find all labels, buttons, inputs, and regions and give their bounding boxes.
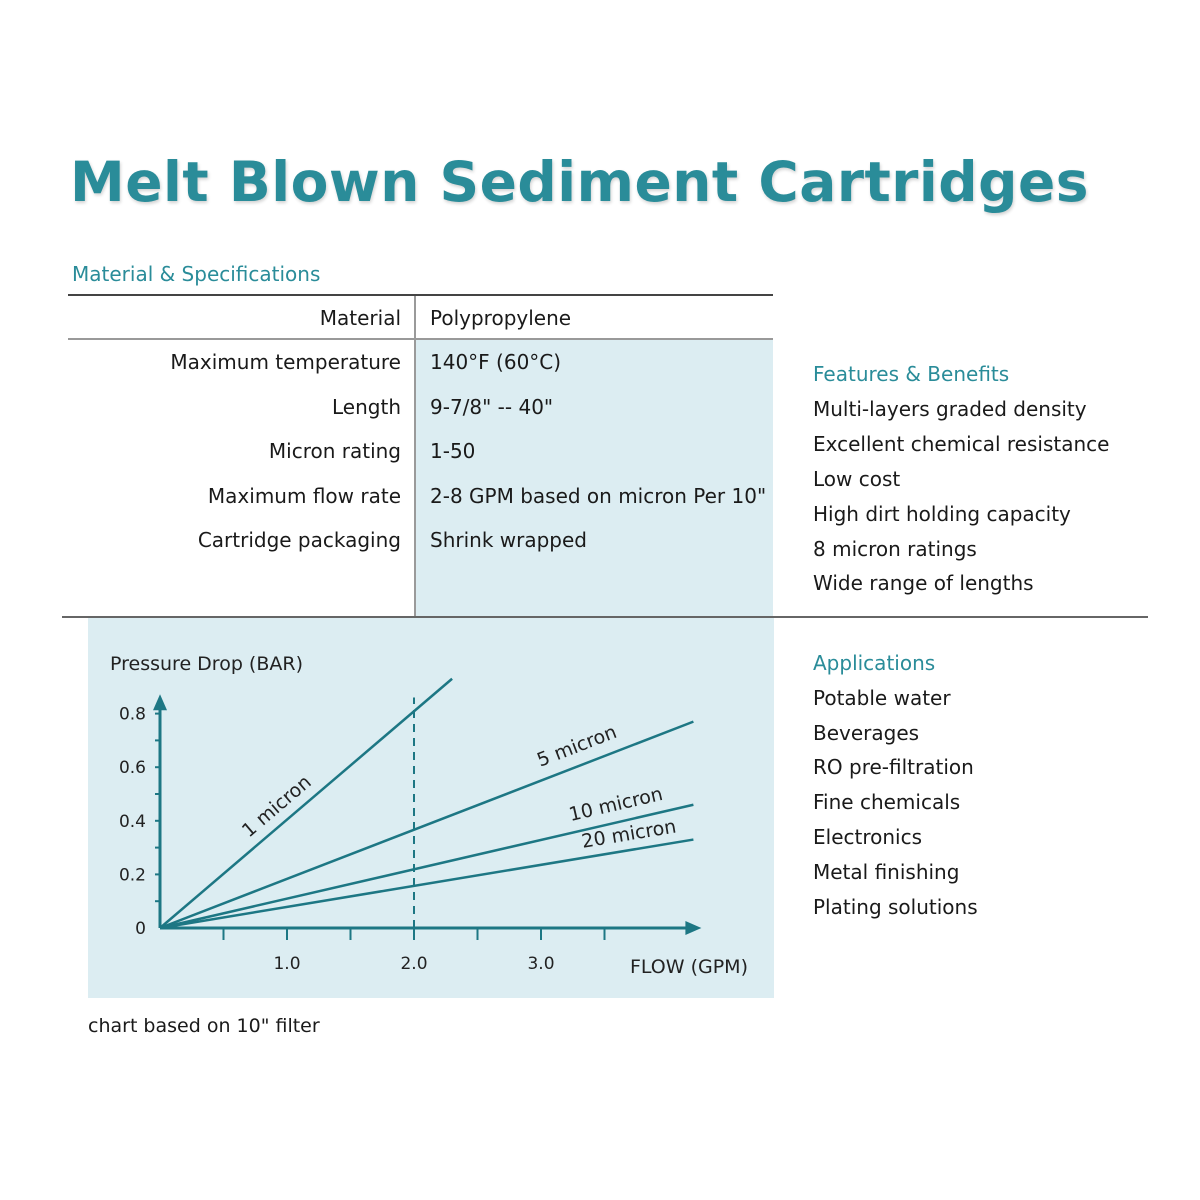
spec-value: Shrink wrapped — [430, 528, 587, 552]
specs-heading: Material & Specifications — [72, 262, 321, 286]
spec-label: Material — [319, 306, 401, 330]
feature-item: Excellent chemical resistance — [813, 432, 1110, 456]
spec-value: 140°F (60°C) — [430, 350, 562, 374]
feature-item: Wide range of lengths — [813, 571, 1034, 595]
x-axis-arrow — [685, 921, 701, 935]
application-item: Fine chemicals — [813, 790, 961, 814]
application-item: Metal finishing — [813, 860, 960, 884]
spec-value: 9-7/8" -- 40" — [430, 395, 554, 419]
spec-value: 2-8 GPM based on micron Per 10" — [430, 484, 767, 508]
y-axis-arrow — [153, 694, 167, 710]
y-axis-label: Pressure Drop (BAR) — [110, 653, 303, 675]
feature-item: High dirt holding capacity — [813, 502, 1071, 526]
feature-item: Multi-layers graded density — [813, 397, 1087, 421]
feature-item: Low cost — [813, 467, 901, 491]
features-heading: Features & Benefits — [813, 362, 1010, 386]
page-title: Melt Blown Sediment Cartridges — [70, 150, 1089, 214]
spec-value: 1-50 — [430, 439, 476, 463]
series-line — [160, 679, 452, 928]
series-label: 20 micron — [580, 815, 678, 853]
x-axis-label: FLOW (GPM) — [629, 956, 748, 978]
x-tick-label: 2.0 — [400, 954, 428, 974]
application-item: Beverages — [813, 721, 920, 745]
application-item: Electronics — [813, 825, 923, 849]
x-tick-label: 1.0 — [273, 954, 301, 974]
spec-label: Maximum temperature — [170, 350, 401, 374]
y-tick-label: 0.2 — [118, 865, 146, 886]
spec-value: Polypropylene — [430, 306, 572, 330]
x-tick-label: 3.0 — [527, 954, 555, 974]
chart-footnote: chart based on 10" filter — [88, 1015, 320, 1037]
y-tick-label: 0 — [135, 919, 146, 939]
application-item: Plating solutions — [813, 895, 978, 919]
series-label: 1 micron — [237, 771, 316, 842]
series-line — [160, 840, 693, 928]
spec-label: Maximum flow rate — [207, 484, 401, 508]
feature-item: 8 micron ratings — [813, 537, 977, 561]
y-tick-label: 0.8 — [118, 704, 146, 725]
spec-label: Cartridge packaging — [197, 528, 401, 552]
series-label: 5 micron — [534, 720, 620, 772]
spec-label: Micron rating — [268, 439, 401, 463]
application-item: Potable water — [813, 686, 951, 710]
y-tick-label: 0.6 — [118, 758, 146, 779]
application-item: RO pre-filtration — [813, 755, 974, 779]
spec-label: Length — [332, 395, 401, 419]
y-tick-label: 0.4 — [118, 811, 146, 832]
applications-heading: Applications — [813, 651, 936, 675]
series-label: 10 micron — [566, 783, 665, 826]
